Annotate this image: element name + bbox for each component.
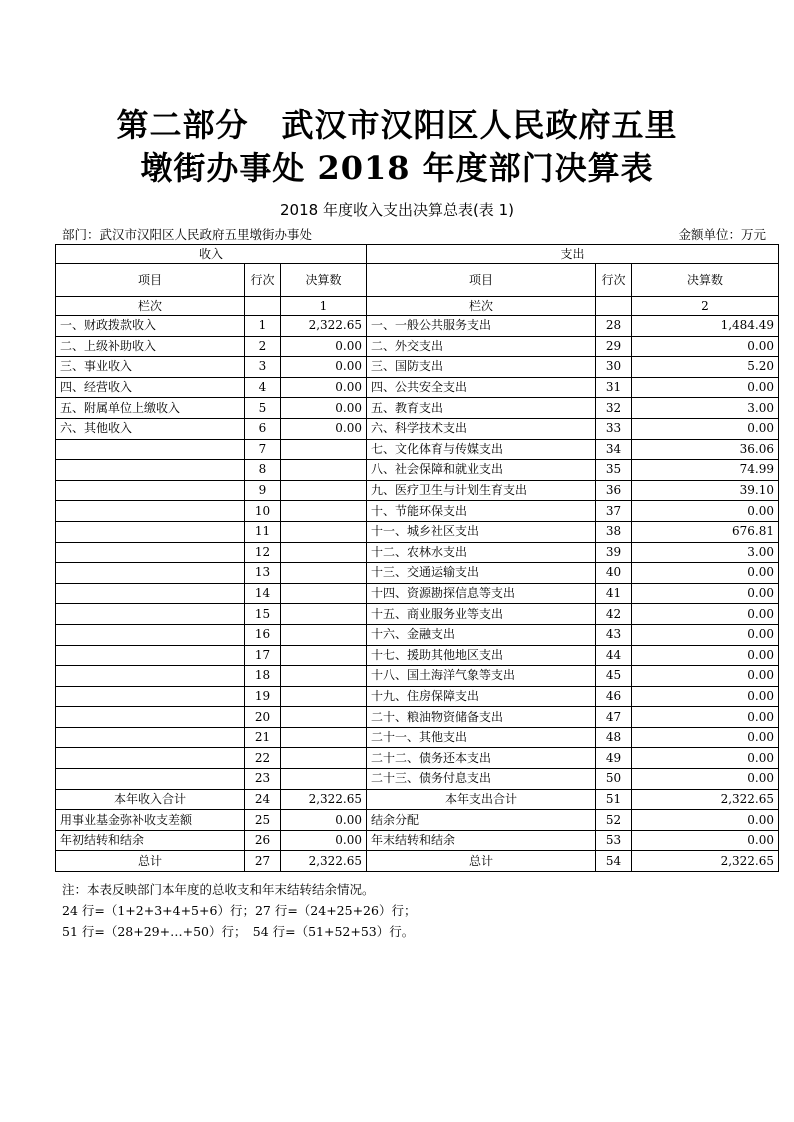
income-item-cell: 六、其他收入 <box>56 418 245 439</box>
income-column-no: 1 <box>281 297 367 316</box>
table-row <box>56 521 779 542</box>
expense-amount-cell: 1,484.49 <box>632 316 779 337</box>
income-item-cell <box>56 439 245 460</box>
table-row <box>56 748 779 769</box>
income-amount-header: 决算数 <box>281 264 367 297</box>
expense-row-no-cell: 32 <box>596 398 632 419</box>
expense-amount-cell: 3.00 <box>632 398 779 419</box>
income-row-no-cell: 21 <box>245 727 281 748</box>
table-row <box>56 583 779 604</box>
income-row-no-cell: 22 <box>245 748 281 769</box>
table-row <box>56 851 779 872</box>
expense-amount-cell: 0.00 <box>632 418 779 439</box>
expense-amount-cell: 0.00 <box>632 666 779 687</box>
table-row <box>56 810 779 831</box>
income-item-cell: 五、附属单位上缴收入 <box>56 398 245 419</box>
income-item-cell: 本年收入合计 <box>56 789 245 810</box>
expense-row-no-cell: 52 <box>596 810 632 831</box>
expense-amount-cell: 2,322.65 <box>632 851 779 872</box>
column-number-row <box>56 297 779 316</box>
income-item-cell <box>56 563 245 584</box>
expense-item-cell: 八、社会保障和就业支出 <box>367 460 596 481</box>
expense-amount-cell: 0.00 <box>632 769 779 790</box>
expense-amount-cell: 0.00 <box>632 563 779 584</box>
income-row-no-cell: 17 <box>245 645 281 666</box>
expense-row-no-cell: 46 <box>596 686 632 707</box>
department-label: 部门：武汉市汉阳区人民政府五里墩街办事处 <box>62 227 313 242</box>
income-amount-cell <box>281 542 367 563</box>
expense-row-no-cell: 54 <box>596 851 632 872</box>
expense-item-cell: 十八、国土海洋气象等支出 <box>367 666 596 687</box>
expense-amount-cell: 0.00 <box>632 707 779 728</box>
expense-item-cell: 十九、住房保障支出 <box>367 686 596 707</box>
expense-item-cell: 二十二、债务还本支出 <box>367 748 596 769</box>
expense-amount-cell: 5.20 <box>632 357 779 378</box>
income-row-no-cell: 11 <box>245 521 281 542</box>
expense-row-no-cell: 48 <box>596 727 632 748</box>
income-row-no-cell: 6 <box>245 418 281 439</box>
expense-item-cell: 十二、农林水支出 <box>367 542 596 563</box>
table-row <box>56 398 779 419</box>
income-row-no-cell: 1 <box>245 316 281 337</box>
table-row <box>56 377 779 398</box>
income-amount-cell: 0.00 <box>281 398 367 419</box>
income-row-no-cell: 18 <box>245 666 281 687</box>
income-amount-cell <box>281 645 367 666</box>
expense-row-no-cell: 35 <box>596 460 632 481</box>
income-item-cell: 年初结转和结余 <box>56 830 245 851</box>
income-row-no-cell: 24 <box>245 789 281 810</box>
table-row <box>56 542 779 563</box>
expense-item-cell: 五、教育支出 <box>367 398 596 419</box>
expense-item-cell: 二十一、其他支出 <box>367 727 596 748</box>
income-item-cell <box>56 460 245 481</box>
income-row-no-cell: 9 <box>245 480 281 501</box>
unit-label: 金额单位：万元 <box>678 227 766 242</box>
expense-row-no-cell: 36 <box>596 480 632 501</box>
expense-amount-cell: 0.00 <box>632 501 779 522</box>
table-row <box>56 501 779 522</box>
expense-row-no-cell: 29 <box>596 336 632 357</box>
expense-amount-cell: 0.00 <box>632 645 779 666</box>
table-row <box>56 686 779 707</box>
table-row <box>56 645 779 666</box>
expense-row-no-cell: 39 <box>596 542 632 563</box>
income-amount-cell <box>281 521 367 542</box>
expense-row-no-cell: 45 <box>596 666 632 687</box>
expense-item-cell: 十一、城乡社区支出 <box>367 521 596 542</box>
expense-item-cell: 二十、粮油物资储备支出 <box>367 707 596 728</box>
expense-row-no-header: 行次 <box>596 264 632 297</box>
table-row <box>56 707 779 728</box>
expense-amount-cell: 0.00 <box>632 583 779 604</box>
expense-row-no-cell: 49 <box>596 748 632 769</box>
income-row-no-cell: 5 <box>245 398 281 419</box>
income-row-no-cell: 10 <box>245 501 281 522</box>
expense-item-cell: 十四、资源勘探信息等支出 <box>367 583 596 604</box>
table-row <box>56 460 779 481</box>
table-row <box>56 357 779 378</box>
note-line-2: 24 行=（1+2+3+4+5+6）行；27 行=（24+25+26）行； <box>62 903 417 918</box>
income-item-cell: 总计 <box>56 851 245 872</box>
income-item-cell <box>56 624 245 645</box>
expense-amount-cell: 36.06 <box>632 439 779 460</box>
income-amount-cell: 2,322.65 <box>281 316 367 337</box>
income-row-no-cell: 25 <box>245 810 281 831</box>
income-item-cell <box>56 707 245 728</box>
expense-amount-cell: 676.81 <box>632 521 779 542</box>
income-row-no-cell: 23 <box>245 769 281 790</box>
expense-item-cell: 十三、交通运输支出 <box>367 563 596 584</box>
expense-row-no-cell: 41 <box>596 583 632 604</box>
income-amount-cell: 0.00 <box>281 377 367 398</box>
income-item-cell <box>56 604 245 625</box>
expense-item-cell: 十五、商业服务业等支出 <box>367 604 596 625</box>
table-row <box>56 316 779 337</box>
expense-item-cell: 六、科学技术支出 <box>367 418 596 439</box>
income-amount-cell <box>281 748 367 769</box>
income-row-no-cell: 7 <box>245 439 281 460</box>
expense-amount-cell: 0.00 <box>632 748 779 769</box>
table-row <box>56 789 779 810</box>
income-row-no-cell: 13 <box>245 563 281 584</box>
expense-column-no-blank <box>596 297 632 316</box>
expense-column-no-label: 栏次 <box>367 297 596 316</box>
income-row-no-cell: 8 <box>245 460 281 481</box>
column-header-row <box>56 264 779 297</box>
expense-row-no-cell: 33 <box>596 418 632 439</box>
income-amount-cell <box>281 727 367 748</box>
expense-amount-cell: 74.99 <box>632 460 779 481</box>
income-amount-cell: 2,322.65 <box>281 851 367 872</box>
expense-amount-cell: 0.00 <box>632 830 779 851</box>
income-row-no-cell: 16 <box>245 624 281 645</box>
income-amount-cell <box>281 707 367 728</box>
table-row <box>56 604 779 625</box>
income-row-no-cell: 15 <box>245 604 281 625</box>
table-row <box>56 727 779 748</box>
income-item-cell <box>56 645 245 666</box>
income-item-cell <box>56 769 245 790</box>
expense-amount-cell: 3.00 <box>632 542 779 563</box>
expense-item-cell: 二、外交支出 <box>367 336 596 357</box>
income-amount-cell <box>281 686 367 707</box>
income-item-cell <box>56 521 245 542</box>
table-subtitle: 2018 年度收入支出决算总表(表 1) <box>280 201 514 219</box>
expense-row-no-cell: 37 <box>596 501 632 522</box>
expense-row-no-cell: 42 <box>596 604 632 625</box>
expense-section-header: 支出 <box>367 245 779 264</box>
expense-row-no-cell: 43 <box>596 624 632 645</box>
income-amount-cell <box>281 769 367 790</box>
table-row <box>56 336 779 357</box>
income-item-cell: 三、事业收入 <box>56 357 245 378</box>
income-amount-cell <box>281 583 367 604</box>
income-amount-cell <box>281 666 367 687</box>
income-item-cell <box>56 748 245 769</box>
income-row-no-cell: 14 <box>245 583 281 604</box>
income-section-header: 收入 <box>56 245 367 264</box>
table-row <box>56 830 779 851</box>
income-row-no-cell: 3 <box>245 357 281 378</box>
expense-item-header: 项目 <box>367 264 596 297</box>
income-amount-cell: 0.00 <box>281 830 367 851</box>
expense-row-no-cell: 31 <box>596 377 632 398</box>
expense-row-no-cell: 51 <box>596 789 632 810</box>
page-title-line-2: 墩街办事处 2018 年度部门决算表 <box>140 149 654 187</box>
expense-item-cell: 三、国防支出 <box>367 357 596 378</box>
table-row <box>56 769 779 790</box>
income-amount-cell: 0.00 <box>281 336 367 357</box>
income-column-no-blank <box>245 297 281 316</box>
income-item-cell <box>56 727 245 748</box>
table-row <box>56 480 779 501</box>
section-header-row <box>56 245 779 264</box>
expense-amount-cell: 0.00 <box>632 604 779 625</box>
expense-item-cell: 本年支出合计 <box>367 789 596 810</box>
expense-amount-cell: 0.00 <box>632 377 779 398</box>
income-row-no-cell: 19 <box>245 686 281 707</box>
table-row <box>56 418 779 439</box>
income-item-cell: 四、经营收入 <box>56 377 245 398</box>
income-item-cell <box>56 480 245 501</box>
expense-amount-cell: 0.00 <box>632 686 779 707</box>
income-item-cell: 二、上级补助收入 <box>56 336 245 357</box>
income-row-no-cell: 20 <box>245 707 281 728</box>
page-title-line-1: 第二部分 武汉市汉阳区人民政府五里 <box>116 106 678 144</box>
income-row-no-cell: 4 <box>245 377 281 398</box>
expense-item-cell: 七、文化体育与传媒支出 <box>367 439 596 460</box>
table-row <box>56 666 779 687</box>
income-item-cell: 一、财政拨款收入 <box>56 316 245 337</box>
expense-row-no-cell: 50 <box>596 769 632 790</box>
income-row-no-cell: 27 <box>245 851 281 872</box>
income-column-no-label: 栏次 <box>56 297 245 316</box>
expense-item-cell: 年末结转和结余 <box>367 830 596 851</box>
income-amount-cell: 0.00 <box>281 418 367 439</box>
expense-amount-cell: 0.00 <box>632 727 779 748</box>
income-amount-cell <box>281 563 367 584</box>
income-amount-cell: 2,322.65 <box>281 789 367 810</box>
income-row-no-cell: 2 <box>245 336 281 357</box>
income-row-no-cell: 12 <box>245 542 281 563</box>
income-amount-cell <box>281 624 367 645</box>
income-item-cell <box>56 583 245 604</box>
expense-row-no-cell: 53 <box>596 830 632 851</box>
expense-item-cell: 结余分配 <box>367 810 596 831</box>
note-line-3: 51 行=（28+29+…+50）行； 54 行=（51+52+53）行。 <box>62 924 415 939</box>
expense-row-no-cell: 38 <box>596 521 632 542</box>
expense-item-cell: 九、医疗卫生与计划生育支出 <box>367 480 596 501</box>
table-row <box>56 439 779 460</box>
expense-item-cell: 十六、金融支出 <box>367 624 596 645</box>
expense-row-no-cell: 47 <box>596 707 632 728</box>
expense-item-cell: 一、一般公共服务支出 <box>367 316 596 337</box>
expense-row-no-cell: 30 <box>596 357 632 378</box>
expense-row-no-cell: 34 <box>596 439 632 460</box>
income-row-no-cell: 26 <box>245 830 281 851</box>
expense-amount-cell: 2,322.65 <box>632 789 779 810</box>
expense-item-cell: 十七、援助其他地区支出 <box>367 645 596 666</box>
budget-summary-table <box>55 244 779 872</box>
note-line-1: 注：本表反映部门本年度的总收支和年末结转结余情况。 <box>62 882 375 897</box>
income-item-cell <box>56 686 245 707</box>
income-row-no-header: 行次 <box>245 264 281 297</box>
income-item-cell <box>56 501 245 522</box>
income-amount-cell <box>281 501 367 522</box>
expense-amount-cell: 0.00 <box>632 336 779 357</box>
table-row <box>56 624 779 645</box>
expense-item-cell: 总计 <box>367 851 596 872</box>
income-item-cell <box>56 542 245 563</box>
expense-row-no-cell: 40 <box>596 563 632 584</box>
income-item-header: 项目 <box>56 264 245 297</box>
income-amount-cell <box>281 439 367 460</box>
expense-amount-cell: 0.00 <box>632 624 779 645</box>
expense-amount-cell: 39.10 <box>632 480 779 501</box>
income-item-cell: 用事业基金弥补收支差额 <box>56 810 245 831</box>
income-amount-cell <box>281 480 367 501</box>
income-amount-cell <box>281 460 367 481</box>
expense-row-no-cell: 28 <box>596 316 632 337</box>
expense-amount-header: 决算数 <box>632 264 779 297</box>
expense-item-cell: 十、节能环保支出 <box>367 501 596 522</box>
expense-row-no-cell: 44 <box>596 645 632 666</box>
expense-item-cell: 二十三、债务付息支出 <box>367 769 596 790</box>
expense-item-cell: 四、公共安全支出 <box>367 377 596 398</box>
income-item-cell <box>56 666 245 687</box>
income-amount-cell <box>281 604 367 625</box>
expense-amount-cell: 0.00 <box>632 810 779 831</box>
table-row <box>56 563 779 584</box>
expense-column-no: 2 <box>632 297 779 316</box>
income-amount-cell: 0.00 <box>281 810 367 831</box>
income-amount-cell: 0.00 <box>281 357 367 378</box>
